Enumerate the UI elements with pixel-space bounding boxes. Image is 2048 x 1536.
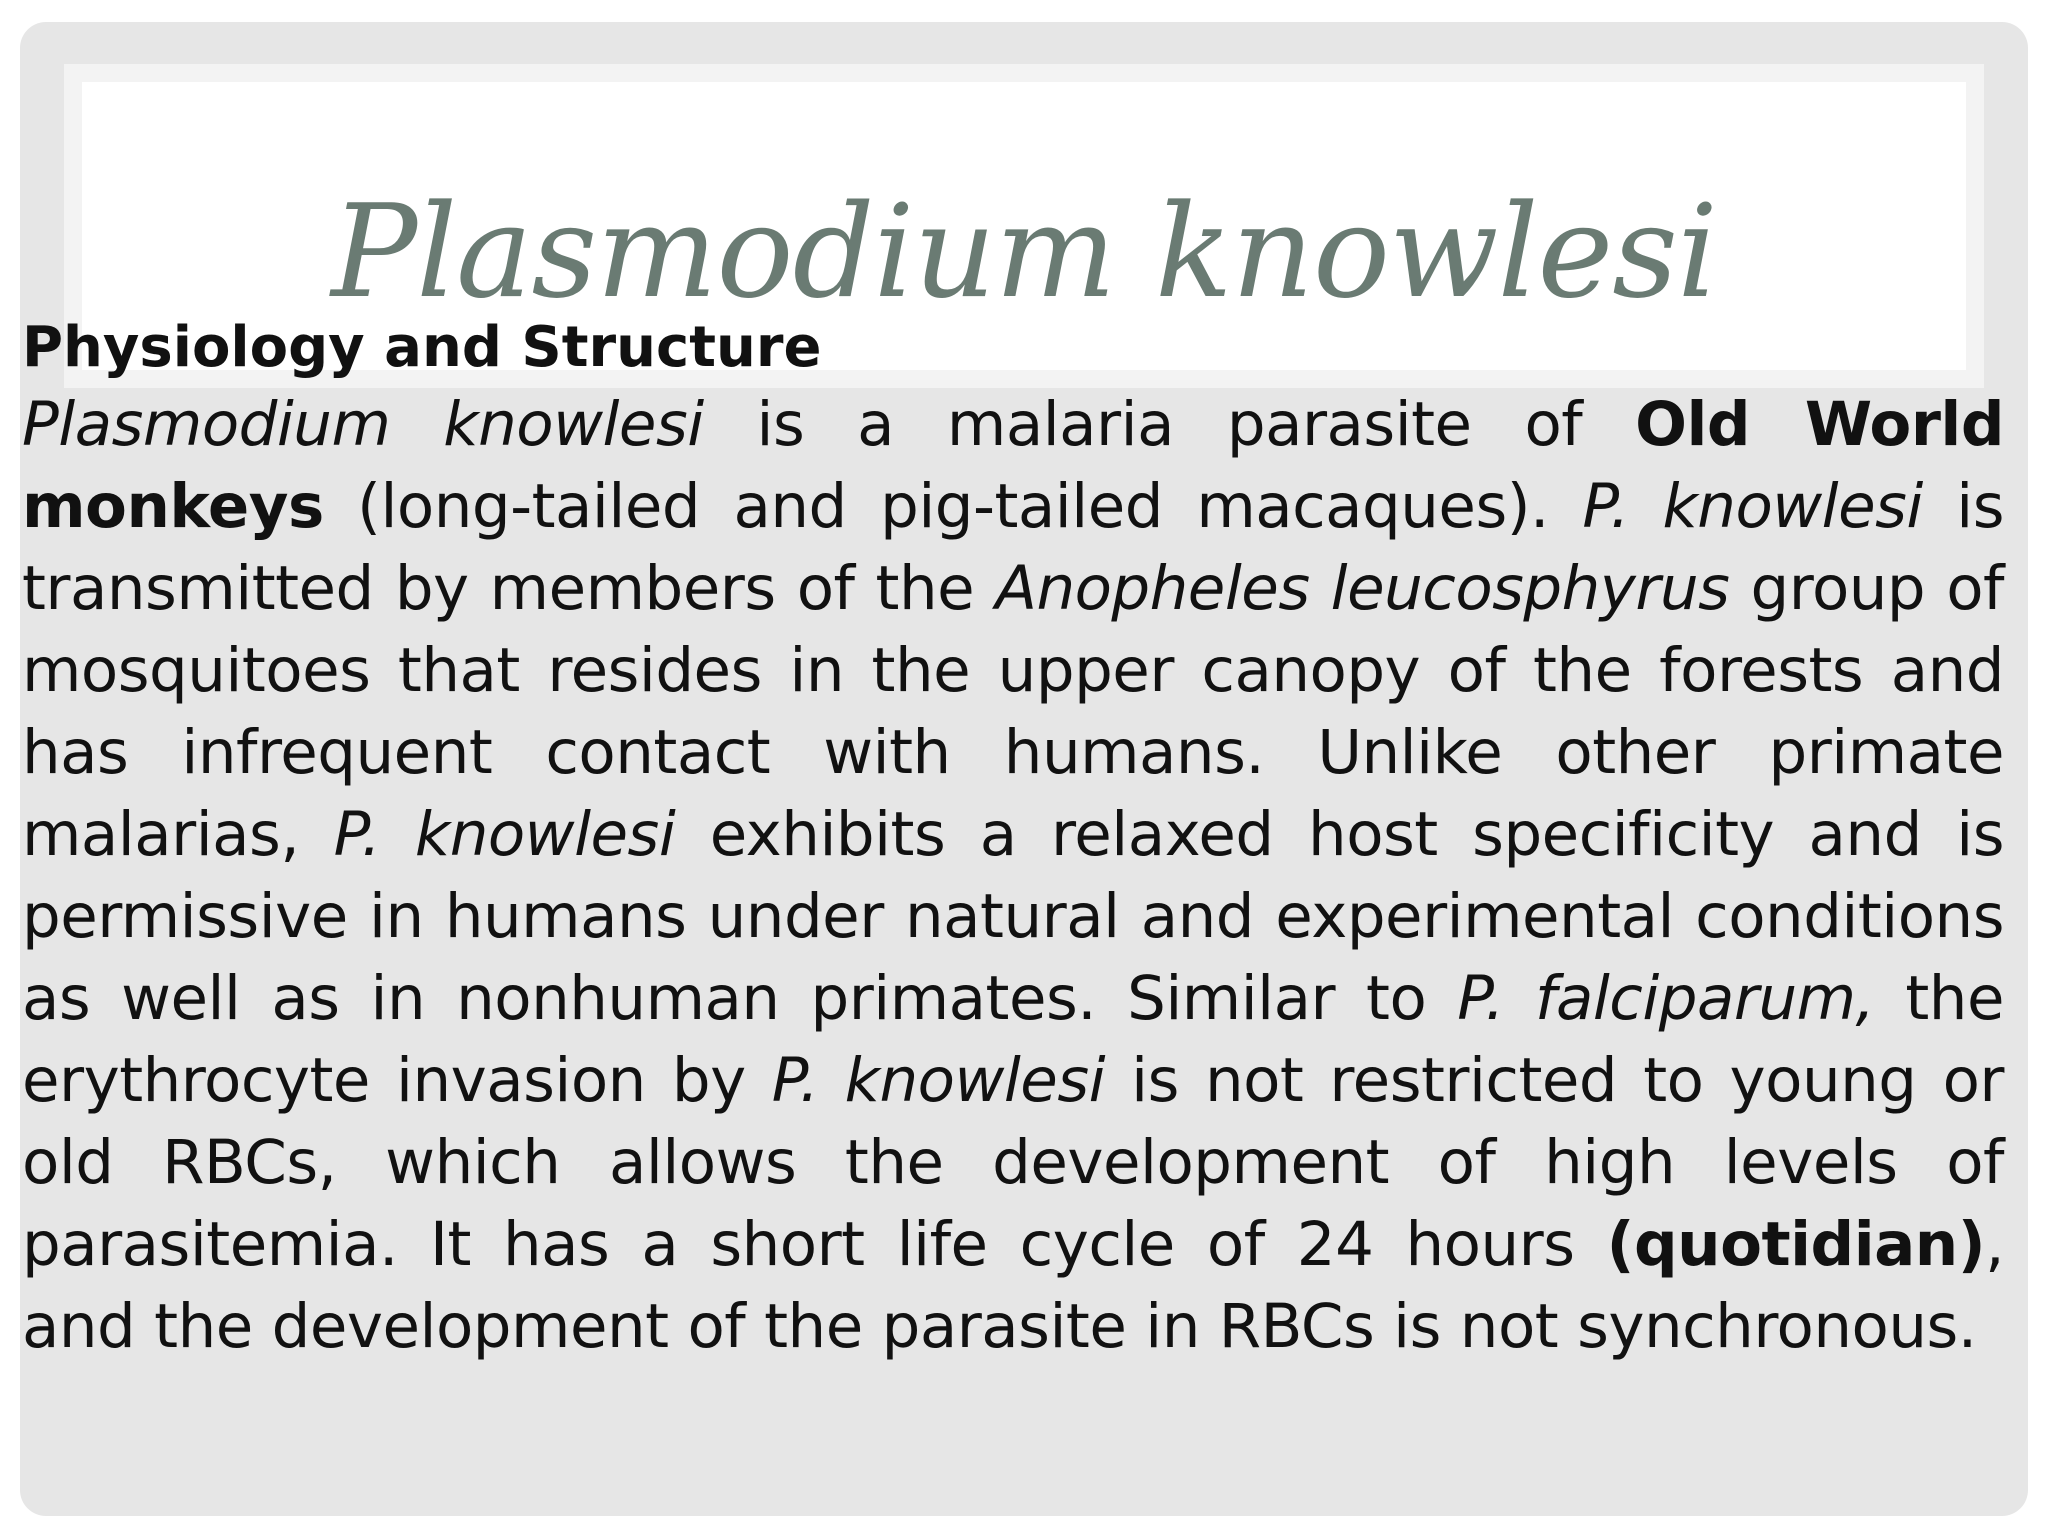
text-run: (long-tailed and pig-tailed macaques). xyxy=(323,471,1583,542)
text-run: the erythrocyte invasion by xyxy=(22,963,2004,1116)
text-run-italic: P. knowlesi xyxy=(333,799,676,870)
content-area xyxy=(22,312,2004,1368)
text-run-bold: (quotidian) xyxy=(1606,1209,1986,1280)
text-run: group of mosquitoes that resides in the upper canopy of the forests and has infrequent contact with humans. Unlike other primate malarias, xyxy=(22,553,2004,870)
section-heading: Physiology and Structure xyxy=(22,315,822,380)
slide xyxy=(20,22,2028,1516)
text-run-italic: P. knowlesi xyxy=(1582,471,1923,542)
body-paragraph xyxy=(22,384,2004,1368)
text-run-bold: Old World monkeys xyxy=(22,389,2004,542)
text-run-italic: P. knowlesi xyxy=(771,1045,1106,1116)
text-run: , and the development of the parasite in RBCs is not synchronous. xyxy=(22,1209,2004,1362)
text-run: is transmitted by members of the xyxy=(22,471,2004,624)
text-run-italic: Plasmodium knowlesi xyxy=(22,389,704,460)
text-run: is a malaria parasite of xyxy=(703,389,1636,460)
slide-title: Plasmodium knowlesi xyxy=(331,178,1717,327)
text-run: exhibits a relaxed host specificity and is permissive in humans under natural and experimental conditions as well as in nonhuman primates. Similar to xyxy=(22,799,2004,1034)
text-run-italic: P. falciparum, xyxy=(1457,963,1875,1034)
text-run: is not restricted to young or old RBCs, which allows the development of high levels of parasitemia. It has a short life cycle of 24 hours xyxy=(22,1045,2004,1280)
text-run-italic: Anopheles leucosphyrus xyxy=(995,553,1730,624)
